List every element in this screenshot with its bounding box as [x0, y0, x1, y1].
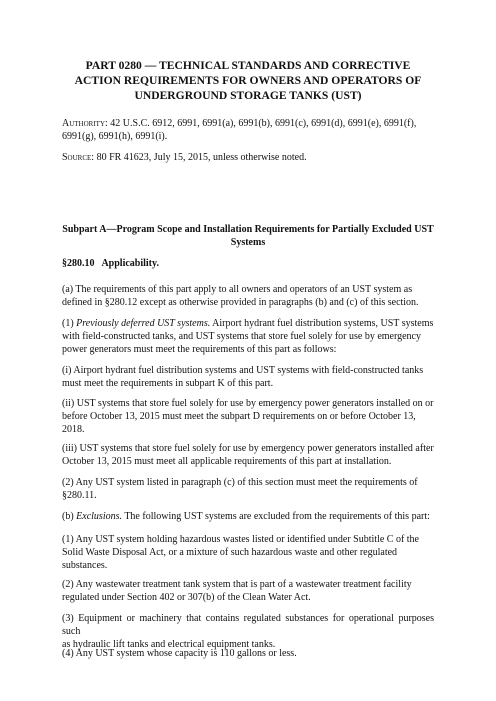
paragraph-line: regulated under Section 402 or 307(b) of the Clean Water Act. — [62, 592, 311, 604]
paragraph-a1iii — [62, 442, 434, 468]
subpart-heading-line: Subpart A—Program Scope and Installation Requirements for Partially Excluded UST — [62, 224, 434, 235]
paragraph-line: (iii) UST systems that store fuel solely for use by emergency power generators installed after — [62, 443, 434, 454]
subpart-heading — [62, 223, 434, 249]
source-note — [62, 151, 434, 164]
paragraph-line: (2) Any wastewater treatment tank system that is part of a wastewater treatment facility — [62, 579, 412, 590]
paragraph-b2 — [62, 578, 434, 604]
part-title-line: PART 0280 — TECHNICAL STANDARDS AND CORRECTIVE — [85, 59, 411, 72]
paragraph-line: (3) Equipment or machinery that contains regulated substances for operational purposes such — [62, 613, 434, 638]
paragraph-a — [62, 283, 434, 309]
paragraph-line: (2) Any UST system listed in paragraph (c) of this section must meet the requirements of — [62, 477, 418, 488]
section-heading: §280.10 Applicability. — [62, 258, 159, 269]
authority-label: Authority: — [62, 118, 108, 129]
authority-text: 6991(g), 6991(h), 6991(i). — [62, 131, 168, 143]
paragraph-line: power generators must meet the requirements of this part as follows: — [62, 344, 337, 356]
paragraph-line: §280.11. — [62, 490, 97, 502]
paragraph-b1 — [62, 533, 434, 573]
paragraph-line: (ii) UST systems that store fuel solely for use by emergency power generators installed on or — [62, 398, 434, 409]
paragraph-line: defined in §280.12 except as otherwise provided in paragraphs (b) and (c) of this section. — [62, 297, 419, 309]
paragraph-prefix: (b) — [62, 511, 77, 522]
authority-note — [62, 117, 434, 143]
part-title-line: UNDERGROUND STORAGE TANKS (UST) — [134, 89, 362, 102]
paragraph-line: (i) Airport hydrant fuel distribution systems and UST systems with field-constructed tanks — [62, 365, 424, 376]
subpart-heading-line: Systems — [230, 237, 266, 248]
paragraph-line: The following UST systems are excluded from the requirements of this part: — [122, 511, 430, 522]
paragraph-line: Airport hydrant fuel distribution systems, UST systems — [210, 318, 434, 329]
paragraph-a1ii — [62, 397, 434, 437]
paragraph-italic-heading: Previously deferred UST systems. — [76, 318, 211, 329]
paragraph-b4 — [62, 647, 434, 660]
paragraph-line: must meet the requirements in subpart K of this part. — [62, 378, 274, 390]
source-text: 80 FR 41623, July 15, 2015, unless otherwise noted. — [96, 152, 307, 163]
part-title — [66, 58, 430, 103]
paragraph-line: (1) Any UST system holding hazardous wastes listed or identified under Subtitle C of the — [62, 534, 419, 545]
paragraph-italic-heading: Exclusions. — [76, 511, 122, 522]
paragraph-line: October 13, 2015 must meet all applicable requirements of this part at installation. — [62, 456, 392, 468]
paragraph-line: with field-constructed tanks, and UST systems that store fuel solely for use by emergency — [62, 331, 421, 343]
paragraph-b — [62, 510, 434, 523]
paragraph-b3 — [62, 612, 434, 652]
source-label: Source: — [62, 152, 95, 163]
paragraph-line: substances. — [62, 560, 108, 572]
paragraph-line: 2018. — [62, 424, 85, 436]
paragraph-prefix: (1) — [62, 318, 77, 329]
paragraph-a1i — [62, 364, 434, 390]
paragraph-line: as hydraulic lift tanks and electrical equipment tanks. — [62, 639, 276, 651]
authority-text: 42 U.S.C. 6912, 6991, 6991(a), 6991(b), 6991(c), 6991(d), 6991(e), 6991(f), — [110, 118, 417, 129]
paragraph-line: before October 13, 2015 must meet the subpart D requirements on or before October 13, — [62, 411, 416, 423]
paragraph-line: (a) The requirements of this part apply to all owners and operators of an UST system as — [62, 284, 413, 295]
paragraph-line: Solid Waste Disposal Act, or a mixture of such hazardous waste and other regulated — [62, 547, 398, 559]
paragraph-line: (4) Any UST system whose capacity is 110 gallons or less. — [62, 648, 297, 659]
paragraph-a1 — [62, 317, 434, 357]
paragraph-a2 — [62, 476, 434, 502]
part-title-line: ACTION REQUIREMENTS FOR OWNERS AND OPERATORS OF — [74, 74, 422, 87]
